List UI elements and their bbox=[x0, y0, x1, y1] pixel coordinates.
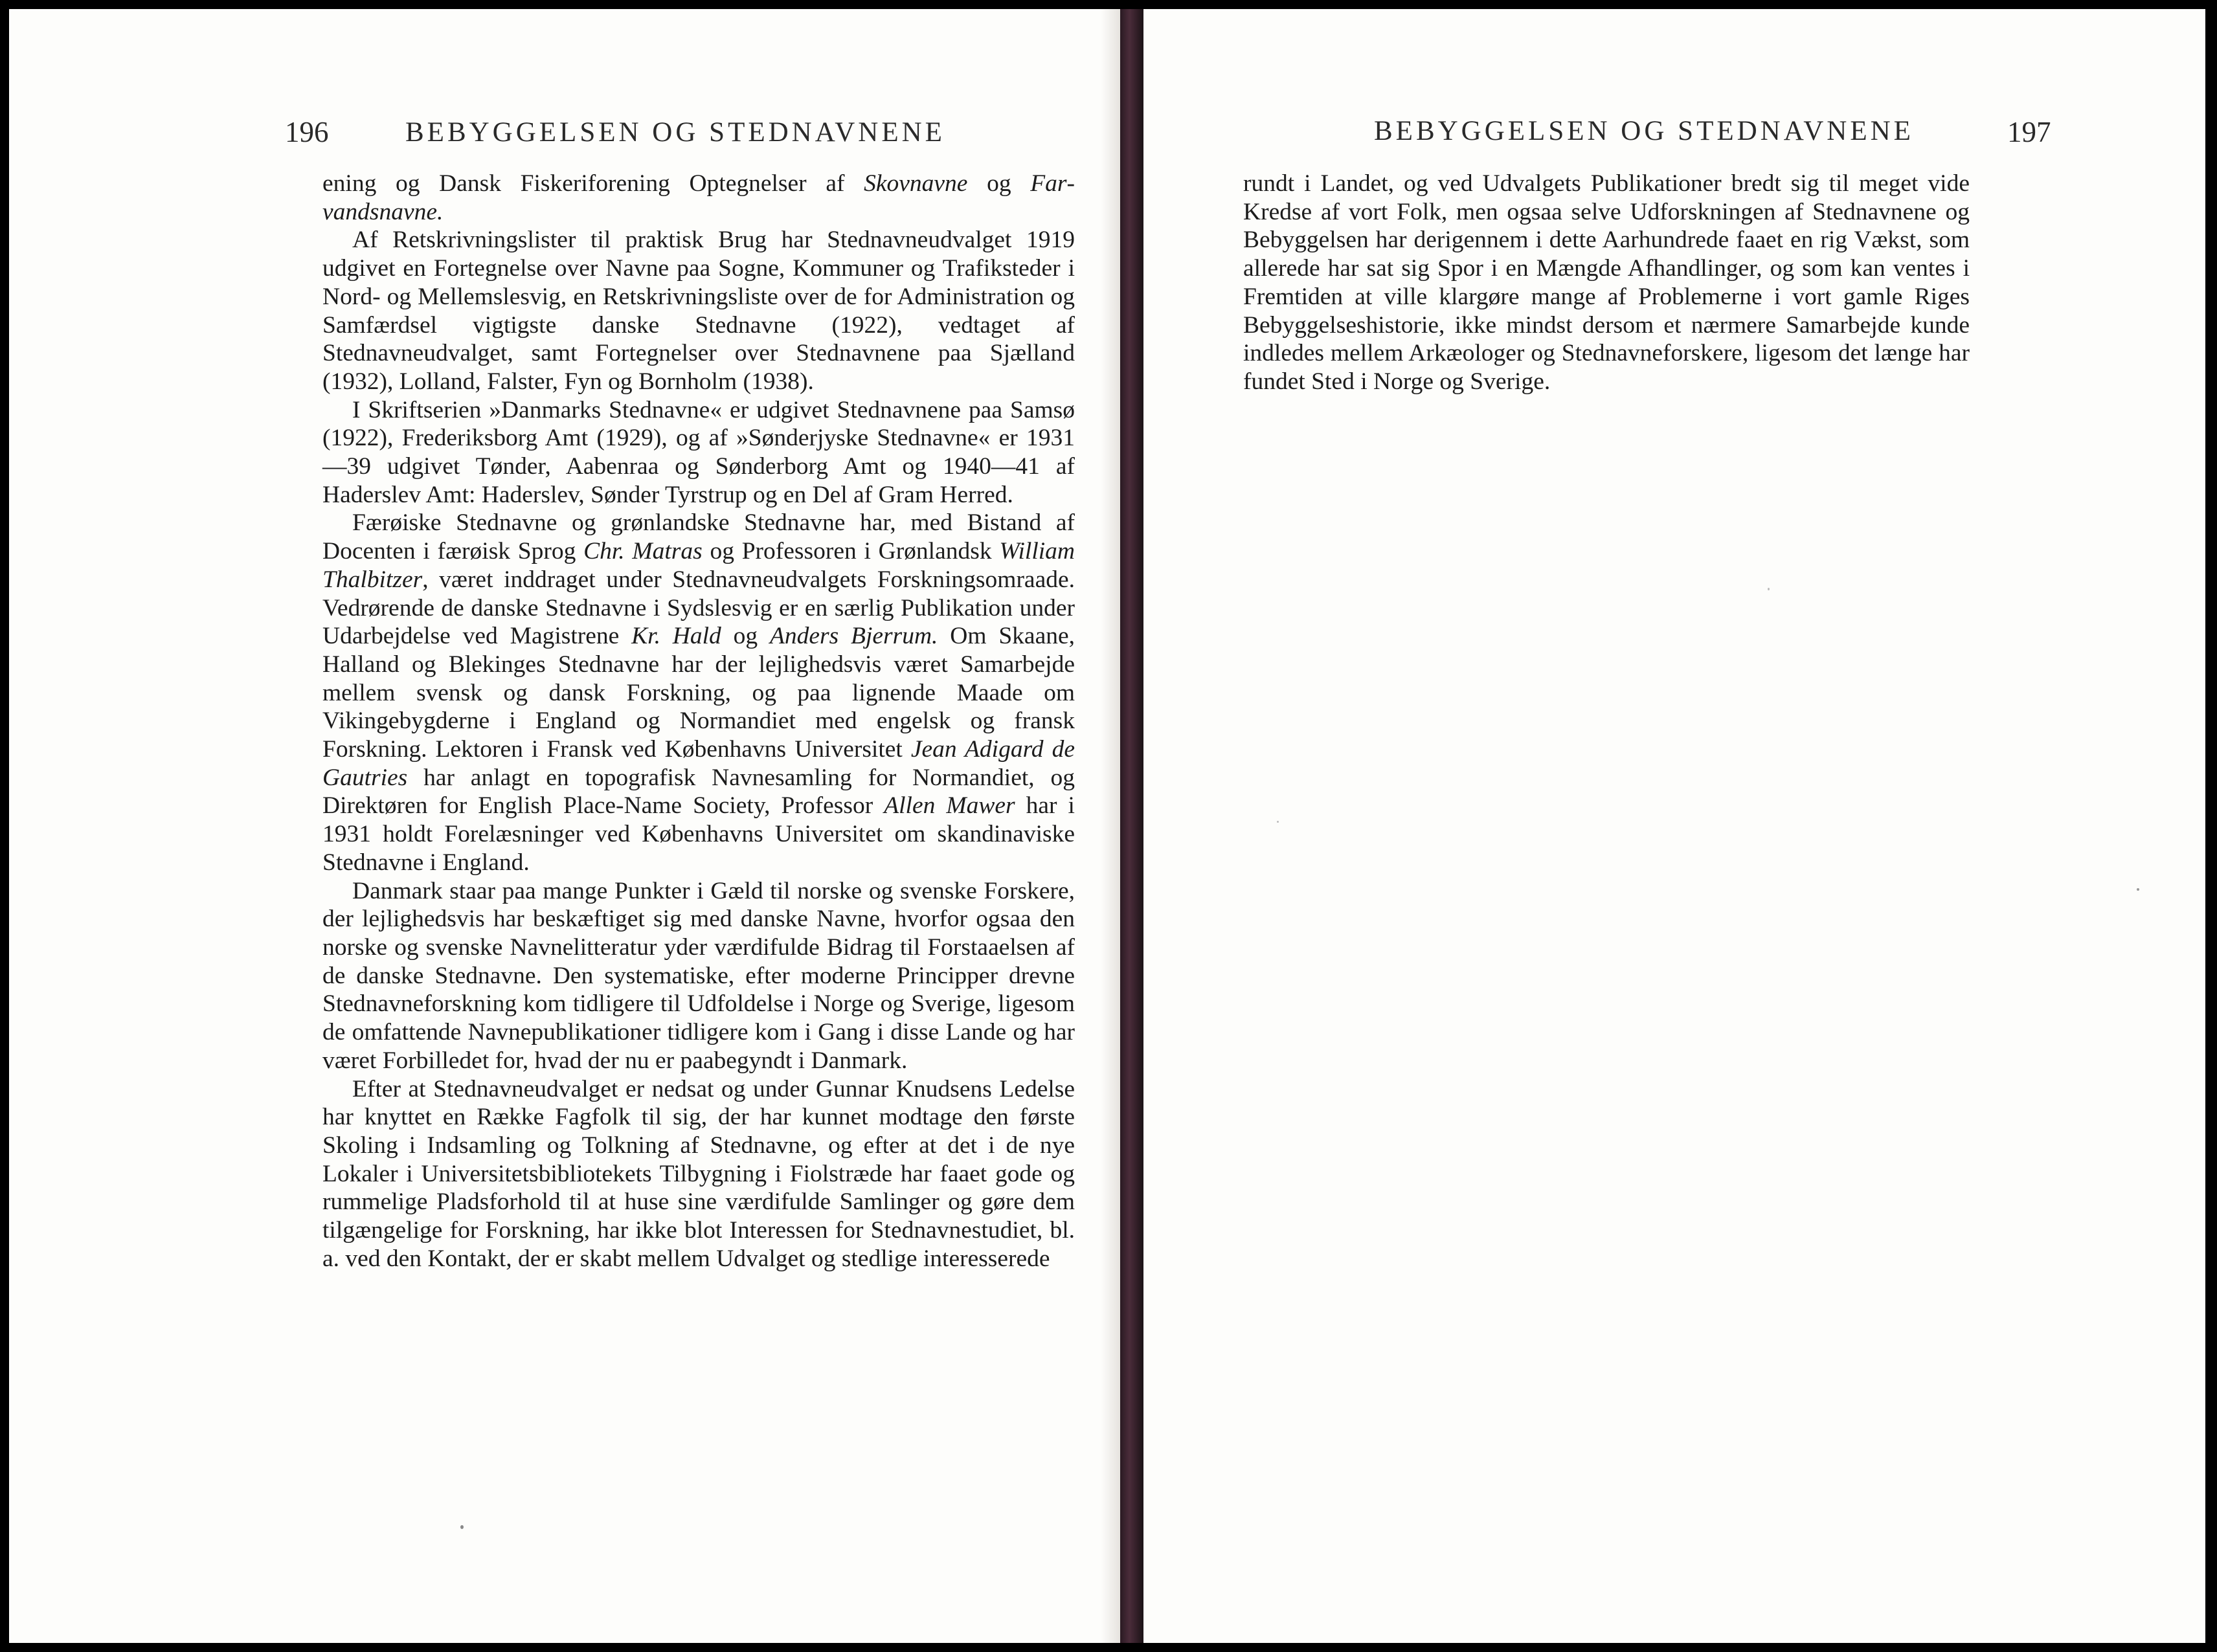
text-run: rundt i Landet, og ved Udvalgets Publikationer bredt sig til meget vide Kredse af vort Folk, men ogsaa selve Udforskningen af Stednavnene og Bebyggelsen har derigennem i dette Aarhundrede faaet en rig Vækst, som allerede har sat sig Spor i en Mængde Afhandlinger, og som kan ventes i Fremtiden at ville klargøre mange af Problemerne i vort gamle Riges Bebyggelseshistorie, ikke mindst dersom et nærmere Samarbejde kunde indledes mellem Arkæologer og Stednavneforskere, ligesom det længe har fundet Sted i Norge og Sverige. bbox=[1243, 170, 1970, 395]
text-run: har i 1931 holdt Forelæsninger ved Københavns Universitet om skandinaviske Stednavne i England. bbox=[322, 792, 1075, 876]
paragraph bbox=[322, 170, 1075, 226]
italic-name: Farvandsnavne. bbox=[322, 170, 1075, 225]
italic-name: Skovnavne bbox=[864, 170, 968, 197]
italic-name: Allen Mawer bbox=[884, 792, 1015, 820]
italic-name: Jean Adigard de Gautries bbox=[322, 736, 1075, 791]
text-run: Færøiske Stednavne og grønlandske Stednavne har, med Bistand af Docenten i færøisk Sprog bbox=[322, 509, 1075, 565]
paragraph bbox=[322, 226, 1075, 396]
left-body-text bbox=[322, 170, 1075, 1273]
paper-speck bbox=[1768, 588, 1770, 590]
left-running-head: BEBYGGELSEN OG STEDNAVNENE bbox=[405, 117, 945, 148]
text-run: har anlagt en topografisk Navnesamling for Normandiet, og Direktøren for English Place-Name Society, Professor bbox=[322, 764, 1075, 820]
paragraph bbox=[322, 1075, 1075, 1273]
paragraph bbox=[322, 877, 1075, 1075]
right-body-text bbox=[1243, 170, 1970, 396]
italic-name: William Thalbitzer bbox=[322, 538, 1075, 593]
left-page-number: 196 bbox=[285, 116, 329, 148]
text-run: Om Skaane, Halland og Blekinges Stednavne har der lejlighedsvis været Samarbejde mellem svensk og dansk Forskning, og paa lignende Maade om Vikingebygderne i England og Normandiet med engelsk og fransk Forskning. Lektoren i Fransk ved Københavns Universitet bbox=[322, 623, 1075, 763]
paragraph bbox=[1243, 170, 1970, 396]
text-run: I Skriftserien »Danmarks Stednavne« er udgivet Stednavnene paa Samsø (1922), Frederiksborg Amt (1929), og af »Sønderjyske Stednavne« er 1931—39 udgivet Tønder, Aabenraa og Sønderborg Amt og 1940—41 af Haderslev Amt: Haderslev, Sønder Tyrstrup og en Del af Gram Herred. bbox=[322, 396, 1075, 508]
text-run: og bbox=[721, 623, 770, 650]
italic-name: Kr. Hald bbox=[631, 623, 721, 650]
gutter-shadow bbox=[1101, 9, 1120, 1643]
right-page-number: 197 bbox=[2007, 116, 2051, 148]
book-gutter bbox=[1120, 9, 1143, 1643]
italic-name: Anders Bjerrum. bbox=[769, 623, 938, 650]
right-page bbox=[1143, 9, 2205, 1643]
paper-speck bbox=[460, 1525, 464, 1529]
italic-name: Chr. Matras bbox=[583, 538, 703, 565]
right-running-head: BEBYGGELSEN OG STEDNAVNENE bbox=[1374, 116, 1914, 146]
text-run: Efter at Stednavneudvalget er nedsat og under Gunnar Knudsens Ledelse har knyttet en Række Fagfolk til sig, der har kunnet modtage den første Skoling i Indsamling og Tolkning af Stednavne, og efter at det i de nye Lokaler i Universitetsbibliotekets Tilbygning i Fiolstræde har faaet gode og rummelige Pladsforhold til at huse sine værdifulde Samlinger og gøre dem tilgængelige for Forskning, har ikke blot Interessen for Stednavnestudiet, bl. a. ved den Kontakt, der er skabt mellem Udvalget og stedlige interesserede bbox=[322, 1075, 1075, 1272]
text-run: , været inddraget under Stednavneudvalgets Forskningsomraade. Vedrørende de danske Stednavne i Sydslesvig er en særlig Publikation under Udarbejdelse ved Magistrene bbox=[322, 566, 1075, 650]
paper-speck bbox=[1277, 821, 1279, 823]
paragraph bbox=[322, 509, 1075, 876]
paragraph bbox=[322, 396, 1075, 509]
text-run: Af Retskrivningslister til praktisk Brug har Stednavneudvalget 1919 udgivet en Fortegnelse over Navne paa Sogne, Kommuner og Trafiksteder i Nord- og Mellemslesvig, en Retskrivningsliste over de for Administration og Samfærdsel vigtigste danske Stednavne (1922), vedtaget af Stednavneudvalget, samt Fortegnelser over Stednavnene paa Sjælland (1932), Lolland, Falster, Fyn og Bornholm (1938). bbox=[322, 227, 1075, 395]
text-run: og Professoren i Grønlandsk bbox=[702, 538, 1000, 565]
left-page bbox=[9, 9, 1120, 1643]
paper-speck bbox=[2137, 888, 2139, 891]
text-run: ening og Dansk Fiskeriforening Optegnelser af bbox=[322, 170, 864, 197]
text-run: Danmark staar paa mange Punkter i Gæld til norske og svenske Forskere, der lejlighedsvis har beskæftiget sig med danske Navne, hvorfor ogsaa den norske og svenske Navnelitteratur yder værdifulde Bidrag til Forstaaelsen af de danske Stednavne. Den systematiske, efter moderne Principper drevne Stednavneforskning kom tidligere til Udfoldelse i Norge og Sverige, ligesom de omfattende Navnepublikationer tidligere kom i Gang i disse Lande og har været Forbilledet for, hvad der nu er paabegyndt i Danmark. bbox=[322, 877, 1075, 1074]
text-run: og bbox=[967, 170, 1031, 197]
